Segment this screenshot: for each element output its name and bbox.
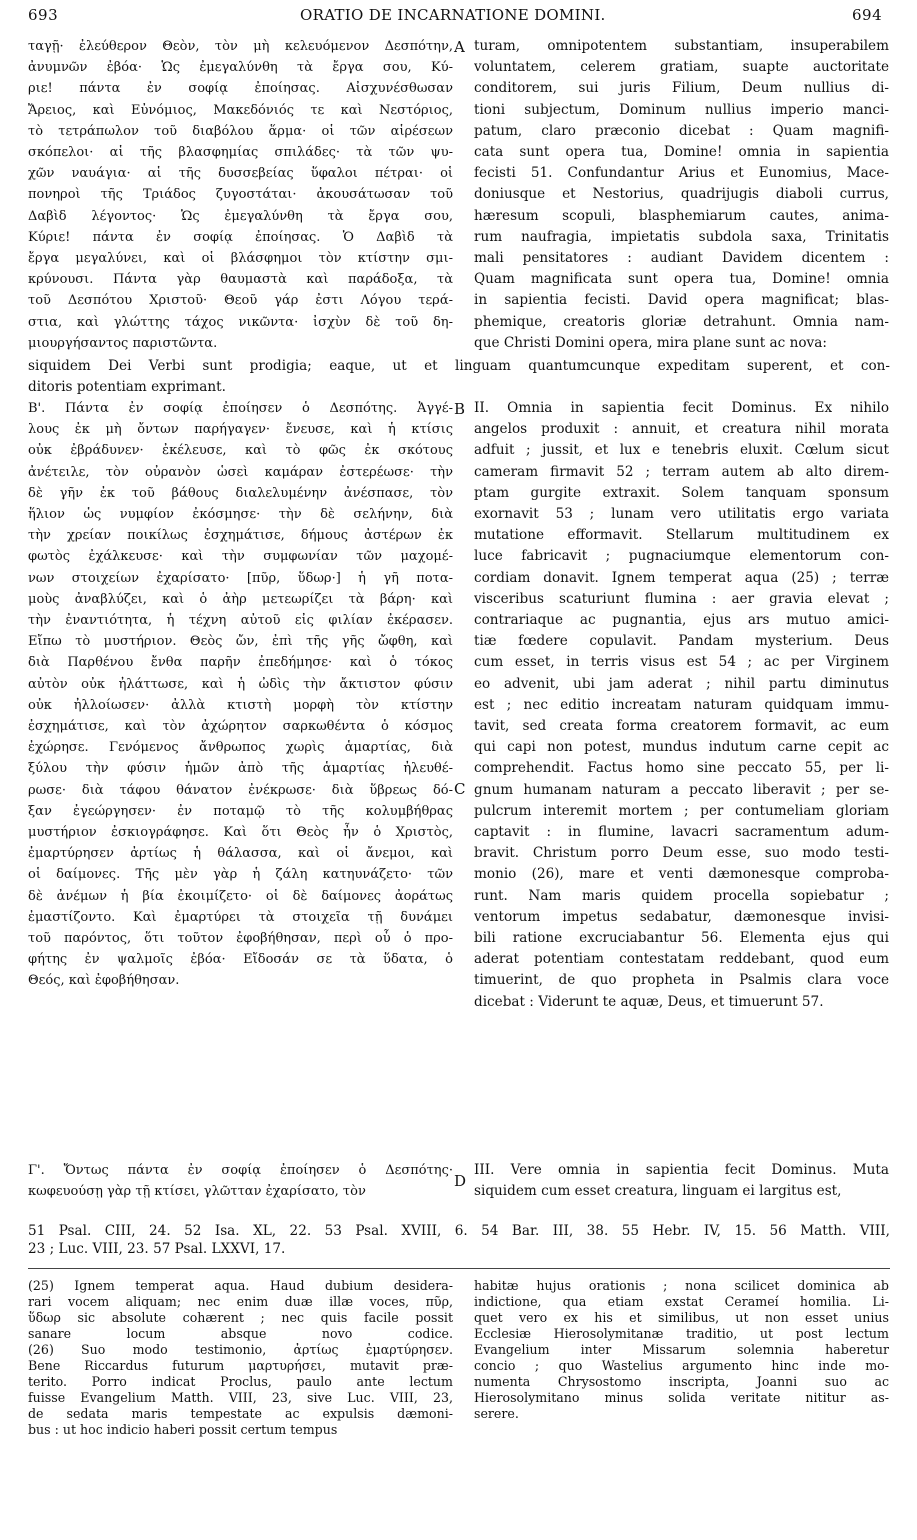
greek-text-line: οὐκ ἠλλοίωσεν· ἀλλὰ κτιστὴ μορφὴ τὸν κτίστην: [28, 697, 453, 713]
latin-text-line: hæresum scopuli, blasphemiarum cautes, anima-: [474, 207, 889, 224]
greek-text-line: τοῦ Δεσπότου Χριστοῦ· Θεοῦ γάρ ἐστι Λόγου τερά-: [28, 293, 453, 309]
footnote-line: quet vero ex his et similibus, ut non esset unius: [474, 1310, 889, 1325]
greek-text-line: Θεός, καὶ ἐφοβήθησαν.: [28, 973, 180, 989]
latin-text-line: captavit : in flumine, lavacri sacramentum adum-: [474, 824, 889, 841]
latin-text-line: monio (26), mare et venti dæmonesque comproba-: [474, 866, 889, 883]
latin-text-line: voluntatem, celerem gratiam, suapte auctoritate: [474, 59, 889, 76]
latin-text-line: turam, omnipotentem substantiam, insuperabilem: [474, 38, 889, 54]
latin-text-line: qui capi non potest, mundus indutum carne cepit ac: [474, 739, 889, 756]
footnote-line: sanare locum absque novo codice.: [28, 1326, 453, 1341]
latin-text-line: luce fabricavit ; pugnaciumque elementorum con-: [474, 548, 889, 565]
greek-text-line: κωφευούσῃ γὰρ τῇ κτίσει, γλῶτταν ἐχαρίσατο, τὸν: [28, 1184, 366, 1200]
footnote-line: serere.: [474, 1406, 519, 1421]
greek-text-line: στια, καὶ γλώττης τάχος νικῶντα· ἰσχὺν δὲ τοῦ δη-: [28, 314, 453, 330]
greek-text-line: ἐμαρτύρησεν ἀρτίως ἡ θάλασσα, καὶ οἱ ἄνεμοι, καὶ: [28, 846, 453, 862]
latin-text-line: tavit, sed creata forma creatorem formavit, ac eum: [474, 718, 889, 735]
footnote-line: Bene Riccardus futurum μαρτυρήσει, mutavit præ-: [28, 1358, 453, 1373]
greek-text-line: ταγῇ· ἐλεύθερον Θεὸν, τὸν μὴ κελευόμενον Δεσπότην,: [28, 39, 453, 54]
footnote-line: habitæ hujus orationis ; nona scilicet dominica ab: [474, 1278, 889, 1293]
latin-text-line: est ; nec editio increatam naturam quidquam immu-: [474, 696, 889, 713]
scripture-references: [28, 1222, 890, 1258]
greek-text-line: Εἴπω τὸ μυστήριον. Θεὸς ὤν, ἐπὶ τῆς γῆς ὤφθη, καὶ: [28, 634, 453, 650]
latin-text-line: rum naufragia, impietatis subdola saxa, Trinitatis: [474, 228, 889, 245]
latin-fullwidth-a: [28, 356, 890, 398]
page-number-left: 693: [28, 6, 59, 24]
footnote-line: Ecclesiæ Hierosolymitanæ traditio, ut post lectum: [474, 1326, 889, 1341]
greek-text-line: διὰ Παρθένου ἔνθα παρῆν ἐπεδήμησε· καὶ ὁ τόκος: [28, 655, 453, 671]
greek-text-line: αὐτὸν οὐκ ἠλάττωσε, καὶ ἡ ὠδὶς τὴν ἄκτιστον φύσιν: [28, 676, 453, 692]
footnote-line: terito. Porro indicat Proclus, paulo ante lectum: [28, 1374, 453, 1389]
greek-text-line: λους ἐκ μὴ ὄντων παρήγαγεν· ἔνευσε, καὶ ἡ κτίσις: [28, 422, 453, 438]
greek-column-c: [28, 1160, 453, 1202]
latin-text-line: ditoris potentiam exprimant.: [28, 379, 226, 396]
margin-letter-c: C: [454, 780, 466, 798]
latin-text-line: siquidem Dei Verbi sunt prodigia; eaque, ut et linguam quantumcunque expeditam superent, et con-: [28, 358, 890, 374]
latin-text-line: patum, claro præconio dicebat : Quam magnifi-: [474, 122, 889, 139]
reference-line: 23 ; Luc. VIII, 23. 57 Psal. LXXVI, 17.: [28, 1241, 286, 1257]
greek-text-line: μιουργήσαντος παριστῶντα.: [28, 335, 218, 351]
greek-text-line: Β'. Πάντα ἐν σοφίᾳ ἐποίησεν ὁ Δεσπότης. Ἀγγέ-: [28, 401, 453, 416]
footnote-line: numenta Chrysostomo inscripta, Joanni suo ac: [474, 1374, 889, 1389]
greek-text-line: ἥλιον ὡς νυμφίον ἐκόσμησε· τὴν δὲ σελήνην, διὰ: [28, 507, 453, 523]
greek-text-line: τὴν ἐναντιότητα, ἡ τέχνη αὐτοῦ εἰς φιλίαν ἐκέρασεν.: [28, 613, 453, 629]
footnote-line: de sedata maris tempestate ac expulsis dæmoni-: [28, 1406, 453, 1421]
latin-text-line: Quam magnificata sunt opera tua, Domine! omnia: [474, 271, 889, 288]
latin-text-line: doniusque et Nestorius, quadrijugis diaboli currus,: [474, 186, 889, 203]
latin-text-line: comprehendit. Factus homo sine peccato 55, per li-: [474, 760, 889, 777]
latin-text-line: siquidem cum esset creatura, linguam ei largitus est,: [474, 1183, 842, 1200]
footnote-rule: [28, 1268, 890, 1269]
footnote-line: rari vocem aliquam; nec enim duæ illæ voces, πῦρ,: [28, 1294, 453, 1309]
greek-text-line: ριε! πάντα ἐν σοφίᾳ ἐποίησας. Αἰσχυνέσθωσαν: [28, 81, 453, 97]
greek-column-a: [28, 36, 453, 354]
latin-text-line: aderat potentiam contestatam reddebant, quod eum: [474, 951, 889, 968]
greek-text-line: ἔργα μεγαλύνει, καὶ οἱ βλάσφημοι τὸν κτίστην σμι-: [28, 251, 453, 267]
latin-text-line: conditorem, sui juris Filium, Deum nullius di-: [474, 80, 889, 97]
latin-text-line: fecisti 51. Confundantur Arius et Eunomius, Mace-: [474, 165, 889, 182]
latin-text-line: mutatione efformavit. Stellarum multitudinem ex: [474, 527, 889, 544]
footnote-line: fuisse Evangelium Matth. VIII, 23, sive Luc. VIII, 23,: [28, 1390, 453, 1405]
latin-column-a: [474, 36, 889, 354]
latin-text-line: tiæ fœdere copulavit. Pandam mysterium. Deus: [474, 633, 889, 650]
latin-text-line: contrariaque ac pugnantia, ejus ars mutuo amici-: [474, 612, 889, 629]
page-number-right: 694: [852, 6, 883, 24]
greek-text-line: δὲ γῆν ἐκ τοῦ βάθους διαλελυμένην ἀνέσπασε, τὸν: [28, 485, 453, 501]
greek-column-b: [28, 398, 453, 992]
footnotes-right: [474, 1278, 889, 1422]
footnote-line: (25) Ignem temperat aqua. Haud dubium desidera-: [28, 1278, 453, 1293]
greek-text-line: οἱ δαίμονες. Τῆς μὲν γὰρ ἡ ζάλη κατηυνάζετο· τῶν: [28, 867, 453, 883]
footnote-line: ὕδωρ sic absolute cohærent ; nec quis facile possit: [28, 1310, 453, 1325]
latin-text-line: adfuit ; jussit, et lux e tenebris eluxit. Cœlum sicut: [474, 442, 889, 459]
margin-letter-b: B: [454, 400, 466, 418]
greek-text-line: Ἄρειος, καὶ Εὐνόμιος, Μακεδόνιός τε καὶ Νεστόριος,: [28, 102, 453, 118]
greek-text-line: δὲ ἀνέμων ἡ βία ἐκοιμίζετο· οἱ δὲ δαίμονες ἀοράτως: [28, 888, 453, 904]
latin-text-line: timuerint, de quo propheta in Psalmis clara voce: [474, 972, 889, 989]
greek-text-line: χῶν ναυάγια· αἱ τῆς δυσσεβείας ὕφαλοι πέτραι· οἱ: [28, 166, 453, 182]
margin-letter-a: A: [454, 38, 465, 56]
greek-text-line: μοὺς ἀναβλύζει, καὶ ὁ ἀὴρ μετεωρίζει τὰ βάρη· καὶ: [28, 591, 453, 607]
footnote-line: (26) Suo modo testimonio, ἀρτίως ἐμαρτύρησεν.: [28, 1342, 453, 1357]
greek-text-line: ρωσε· διὰ τάφου θάνατον ἐνέκρωσε· διὰ ὕβρεως δό-: [28, 782, 453, 798]
latin-text-line: mali pensitatores : audiant Davidem dicentem :: [474, 250, 889, 267]
greek-text-line: σκόπελοι· αἱ τῆς βλασφημίας σπιλάδες· τὰ τῶν ψυ-: [28, 145, 453, 161]
latin-text-line: dicebat : Viderunt te aquæ, Deus, et timuerunt 57.: [474, 993, 824, 1010]
footnote-line: Evangelium inter Missarum solemnia haberetur: [474, 1342, 889, 1357]
footnote-line: indictione, qua etiam exstat Cerameí homilia. Li-: [474, 1294, 889, 1309]
footnotes-left: [28, 1278, 453, 1438]
latin-text-line: cum esset, in terris visus est 54 ; ac per Virginem: [474, 654, 889, 671]
latin-text-line: que Christi Domini opera, mira plane sunt ac nova:: [474, 334, 827, 351]
greek-text-line: φωτὸς ἐχάλκευσε· καὶ τὴν συμφωνίαν τῶν μαχομέ-: [28, 549, 453, 565]
margin-letter-d: D: [454, 1172, 467, 1190]
latin-text-line: cata sunt opera tua, Domine! omnia in sapientia: [474, 144, 889, 161]
latin-text-line: cameram firmavit 52 ; terram autem ab alto direm-: [474, 463, 889, 480]
greek-text-line: πονηροὶ τῆς Τριάδος ζυγοστάται· ἀκουσάτωσαν τοῦ: [28, 187, 453, 203]
latin-text-line: bili ratione excruciabantur 56. Elementa ejus qui: [474, 930, 889, 947]
greek-text-line: Κύριε! πάντα ἐν σοφίᾳ ἐποίησας. Ὁ Δαβὶδ τὰ: [28, 229, 453, 245]
footnote-line: bus : ut hoc indicio haberi possit certum tempus: [28, 1422, 338, 1437]
latin-text-line: II. Omnia in sapientia fecit Dominus. Ex nihilo: [474, 400, 889, 416]
latin-text-line: tioni subjectum, Dominum nullius imperio manci-: [474, 101, 889, 118]
latin-text-line: pulcrum interemit mortem ; per contumeliam gloriam: [474, 802, 889, 819]
latin-text-line: bravit. Christum porro Deum esse, suo modo testi-: [474, 845, 889, 862]
latin-text-line: III. Vere omnia in sapientia fecit Dominus. Muta: [474, 1162, 889, 1178]
greek-text-line: Δαβὶδ λέγοντος· Ὡς ἐμεγαλύνθη τὰ ἔργα σου,: [28, 208, 453, 224]
reference-line: 51 Psal. CIII, 24. 52 Isa. XL, 22. 53 Psal. XVIII, 6. 54 Bar. III, 38. 55 Hebr. IV, 15. 56 Matth. VIII,: [28, 1223, 890, 1239]
latin-text-line: ventorum impetus sedabatur, dæmonesque invisi-: [474, 908, 889, 925]
greek-text-line: ἐχώρησε. Γενόμενος ἄνθρωπος χωρὶς ἁμαρτίας, διὰ: [28, 740, 453, 756]
greek-text-line: ἀνυμνῶν ἐβόα· Ὡς ἐμεγαλύνθη τὰ ἔργα σου, Κύ-: [28, 60, 453, 76]
latin-column-c: [474, 1160, 889, 1202]
latin-text-line: exornavit 53 ; lunam vero utilitatis ergo variata: [474, 506, 889, 523]
greek-text-line: μυστήριον ἐσκιογράφησε. Καὶ ὅτι Θεὸς ἦν ὁ Χριστὸς,: [28, 825, 453, 841]
greek-text-line: ξύλου τὴν φύσιν ἡμῶν ἀπὸ τῆς ἁμαρτίας ἠλευθέ-: [28, 761, 453, 777]
greek-text-line: οὐκ ἐβράδυνεν· ἐκέλευσε, καὶ τὸ φῶς ἐκ σκότους: [28, 443, 453, 459]
latin-text-line: gnum humanam naturam a peccato liberavit ; per se-: [474, 781, 889, 798]
greek-text-line: ἐμαστίζοντο. Καὶ ἐμαρτύρει τὰ στοιχεῖα τῇ δυνάμει: [28, 909, 453, 925]
greek-text-line: ἐσχημάτισε, καὶ τὸν ἀχώρητον σαρκωθέντα ὁ κόσμος: [28, 719, 453, 735]
greek-text-line: ξαν ἐγεώργησεν· ἐν ποταμῷ τὸ τῆς κολυμβήθρας: [28, 803, 453, 819]
greek-text-line: φήτης ἐν ψαλμοῖς ἐβόα· Εἴδοσάν σε τὰ ὕδατα, ὁ: [28, 952, 453, 968]
greek-text-line: νων στοιχείων ἐχαρίσατο· [πῦρ, ὕδωρ·] ἡ γῆ ποτα-: [28, 570, 453, 586]
latin-text-line: phemique, creatoris gloriæ detrahunt. Omnia nam-: [474, 313, 889, 330]
footnote-line: concio ; quo Wastelius argumento hinc inde mo-: [474, 1358, 889, 1373]
running-title: ORATIO DE INCARNATIONE DOMINI.: [300, 6, 606, 24]
latin-text-line: angelos produxit : annuit, et creatura nihil morata: [474, 421, 889, 438]
latin-text-line: visceribus scaturiunt flumina : aer gravia elevat ;: [474, 590, 889, 607]
latin-text-line: ptam gurgite extraxit. Solem tanquam sponsum: [474, 484, 889, 501]
greek-text-line: ἀνέτειλε, τὸν οὐρανὸν ὡσεὶ καμάραν ἐστερέωσε· τὴν: [28, 464, 453, 480]
latin-text-line: cordiam donavit. Ignem temperat aqua (25) ; terræ: [474, 569, 889, 586]
latin-text-line: runt. Nam maris quidem procella sopiebatur ;: [474, 887, 889, 904]
latin-column-b: [474, 398, 889, 1013]
latin-text-line: eo advenit, ubi jam aderat ; nihil partu diminutus: [474, 675, 889, 692]
latin-text-line: in sapientia fecisti. David opera magnificat; blas-: [474, 292, 889, 309]
greek-text-line: τοῦ παρόντος, ὅτι τοῦτον ἐφοβήθησαν, περὶ οὗ ὁ προ-: [28, 931, 453, 947]
greek-text-line: τὴν χρείαν ποικίλως ἐσχημάτισε, δήμους ἀστέρων ἐκ: [28, 528, 453, 544]
footnote-line: Hierosolymitano minus solida veritate nititur as-: [474, 1390, 889, 1405]
greek-text-line: κρύνουσι. Πάντα γὰρ θαυμαστὰ καὶ παράδοξα, τὰ: [28, 272, 453, 288]
greek-text-line: τὸ τετράπωλον τοῦ διαβόλου ἅρμα· οἱ τῶν αἱρέσεων: [28, 123, 453, 139]
greek-text-line: Γ'. Ὄντως πάντα ἐν σοφίᾳ ἐποίησεν ὁ Δεσπότης·: [28, 1163, 453, 1178]
